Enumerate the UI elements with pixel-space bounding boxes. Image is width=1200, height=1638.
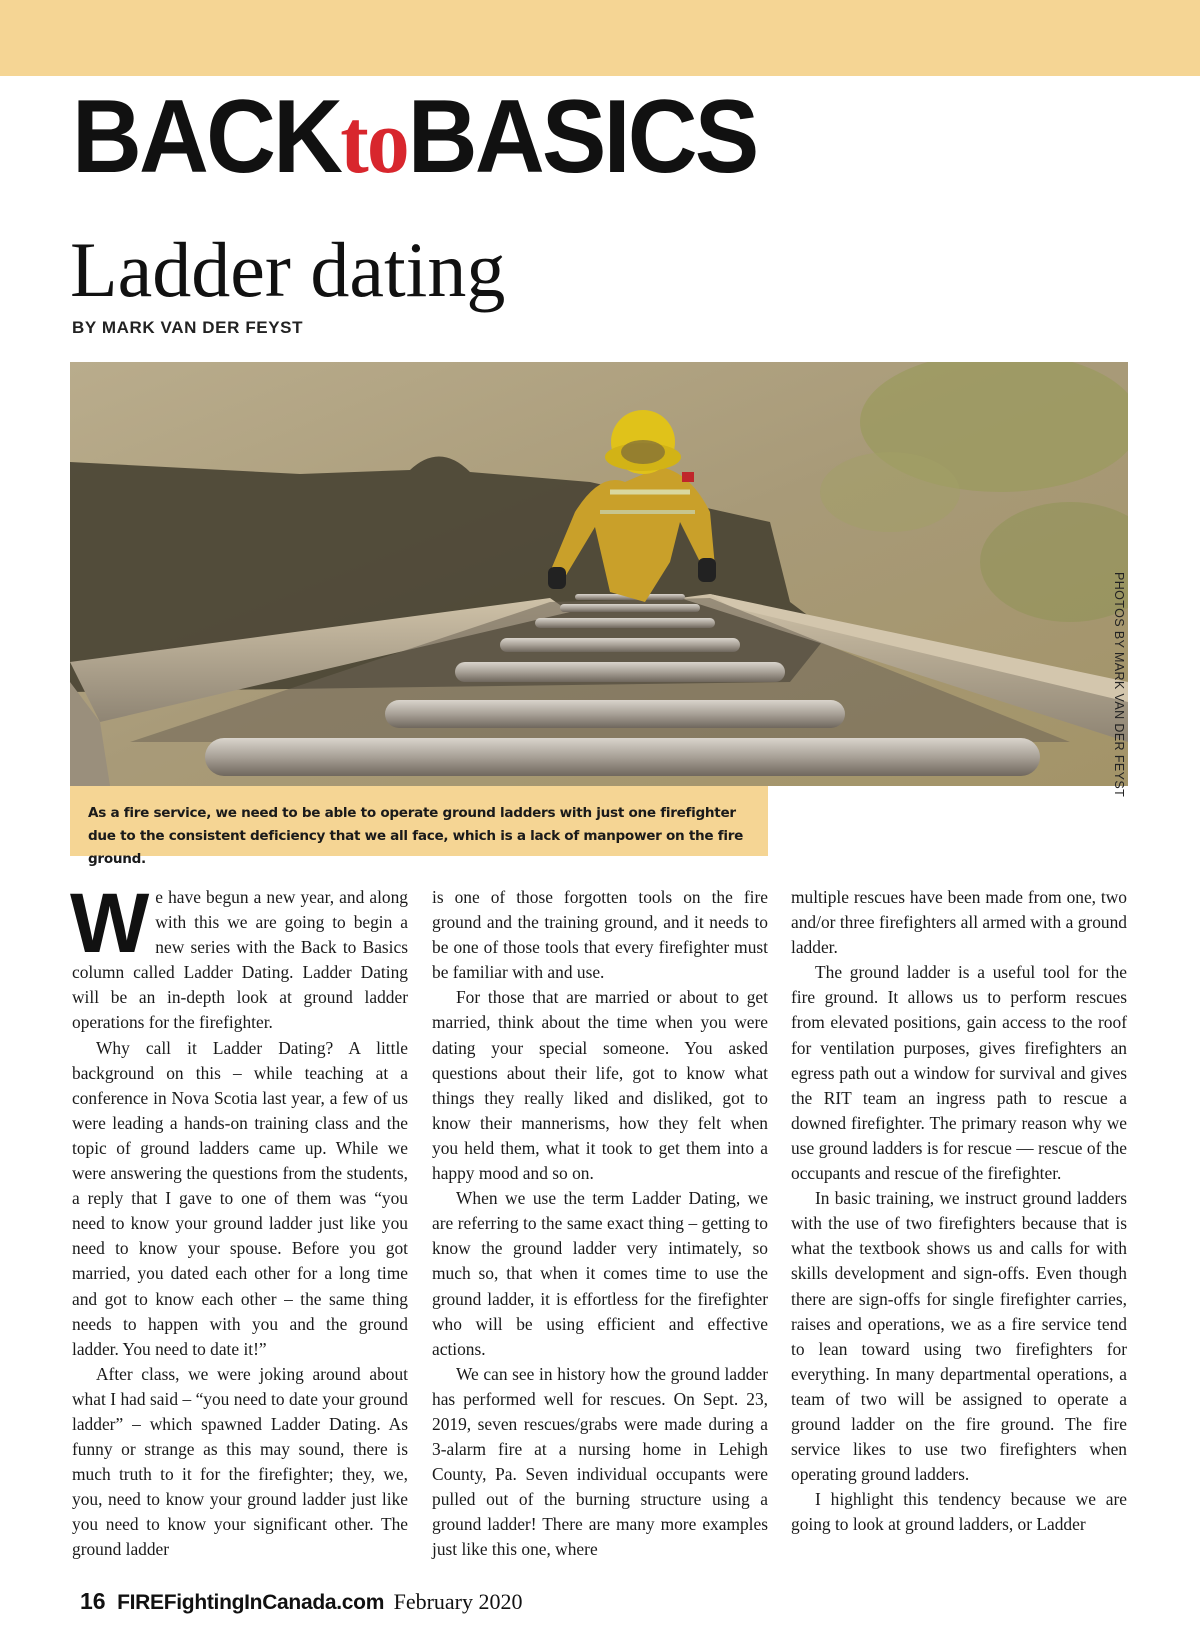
paragraph: Why call it Ladder Dating? A little background on this – while teaching at a conference in Nova Scotia last year, a few of us were leading a hands-on training class and the topic of ground ladders came up. While we were answering the questions from the students, a reply that I gave to one of them was “you need to know your ground ladder just like you need to know your spouse. Before you got married, you dated each other for a long time and got to know each other – the same thing needs to happen with you and the ground ladder. You need to date it!” <box>72 1037 408 1359</box>
issue-date: February 2020 <box>393 1589 523 1614</box>
article-headline: Ladder dating <box>70 226 506 313</box>
body-column-2 <box>432 885 768 1563</box>
paragraph: After class, we were joking around about what I had said – “you need to date your ground ladder” – which spawned Ladder Dating. As funny or strange as this may sound, there is much truth to it for the firefighter; they, we, you, need to know your ground ladder just like you need to know your significant other. The ground ladder <box>72 1363 408 1560</box>
paragraph: We can see in history how the ground ladder has performed well for rescues. On Sept. 23, 2019, seven rescues/grabs were made during a 3-alarm fire at a nursing home in Lehigh County, Pa. Seven individual occupants were pulled out of the burning structure using a ground ladder! There are many more examples just like this one, where <box>432 1363 768 1560</box>
page-footer <box>80 1588 523 1618</box>
paragraph: is one of those forgotten tools on the fire ground and the training ground, and it needs to be one of those tools that every firefighter must be familiar with and use. <box>432 887 768 983</box>
body-column-1 <box>70 876 408 1563</box>
section-title-to: to <box>340 90 408 192</box>
section-title <box>72 79 757 195</box>
website-name: FIREFightingInCanada.com <box>117 1591 385 1614</box>
section-title-back: BACK <box>72 79 341 195</box>
section-title-basics: BASICS <box>407 79 757 195</box>
photo-caption: As a fire service, we need to be able to operate ground ladders with just one firefighter due to the consistent deficiency that we all face, which is a lack of manpower on the fire ground. <box>70 786 768 856</box>
paragraph-text: e have begun a new year, and along with this we are going to begin a new series with the Back to Basics column called Ladder Dating. Ladder Dating will be an in-depth look at ground ladder operations for the firefighter. <box>72 887 408 1033</box>
body-column-3 <box>791 885 1127 1537</box>
paragraph: I highlight this tendency because we are going to look at ground ladders, or Ladder <box>791 1489 1127 1535</box>
paragraph: In basic training, we instruct ground ladders with the use of two firefighters because that is what the textbook shows us and calls for with skills development and sign-offs. Even though there are sign-offs for single firefighter carries, raises and operations, we as a fire service tend to lean toward using two firefighters for everything. In many departmental operations, a team of two will be assigned to operate a ground ladder on the fire ground. The fire service likes to use two firefighters when operating ground ladders. <box>791 1188 1127 1485</box>
paragraph: For those that are married or about to get married, think about the time when you were dating your special someone. You asked questions about their life, got to know what things they really liked and disliked, got to know their mannerisms, how they felt when you held them, what it took to get them into a happy mood and so on. <box>432 987 768 1184</box>
article-byline: BY MARK VAN DER FEYST <box>72 318 304 337</box>
article-photo <box>70 362 1128 786</box>
drop-cap: W <box>70 876 150 970</box>
page-number: 16 <box>80 1588 106 1614</box>
paragraph: The ground ladder is a useful tool for the fire ground. It allows us to perform rescues from elevated positions, gain access to the roof for ventilation purposes, gives firefighters an egress path out a window for survival and gives the RIT team an ingress path to rescue a downed firefighter. The primary reason why we use ground ladders is for rescue — rescue of the occupants and rescue of the firefighter. <box>791 962 1127 1184</box>
paragraph: When we use the term Ladder Dating, we are referring to the same exact thing – getting to know the ground ladder very intimately, so much so, that when it comes time to use the ground ladder, it is effortless for the firefighter who will be using efficient and effective actions. <box>432 1188 768 1359</box>
paragraph: multiple rescues have been made from one, two and/or three firefighters all armed with a ground ladder. <box>791 887 1127 958</box>
paragraph <box>70 876 408 1036</box>
photo-credit: PHOTOS BY MARK VAN DER FEYST <box>1112 572 1126 798</box>
top-color-band <box>0 0 1200 76</box>
